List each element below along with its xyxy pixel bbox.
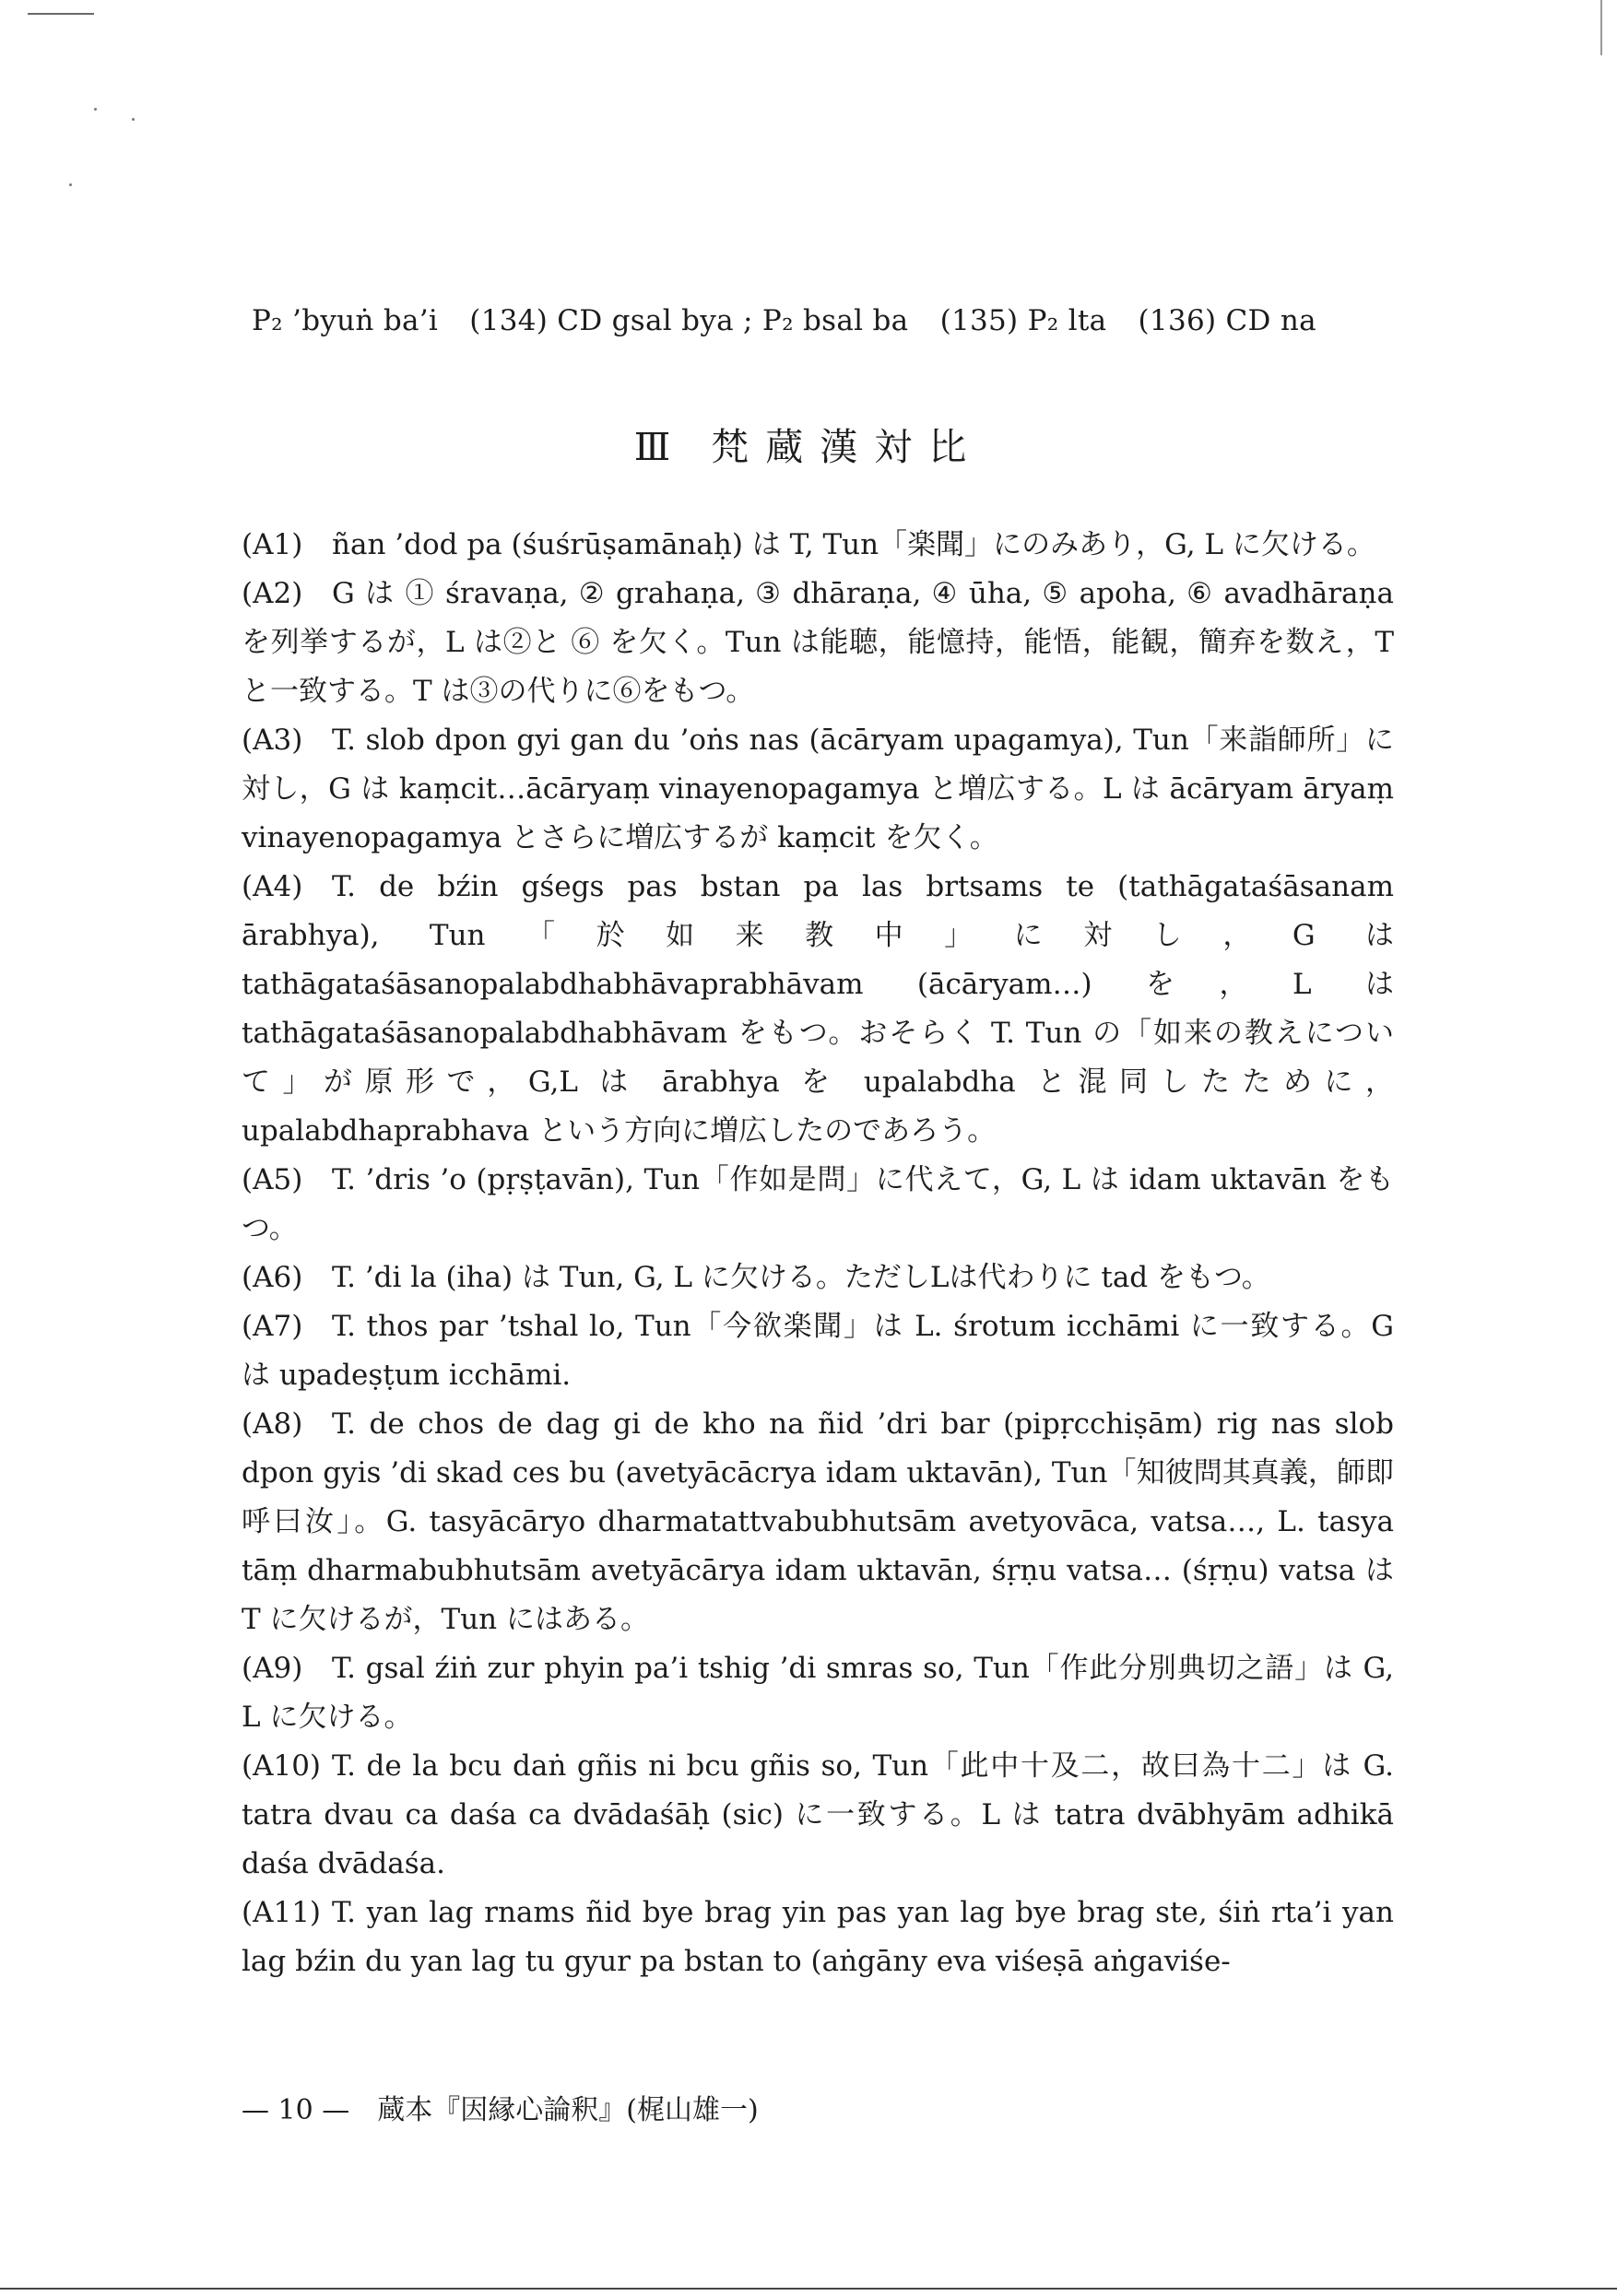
section-numeral: Ⅲ	[633, 425, 688, 469]
entry-a8	[242, 1400, 1394, 1644]
entry-a1	[242, 521, 1394, 570]
entry-a5	[242, 1156, 1394, 1254]
entry-a10	[242, 1742, 1394, 1889]
scan-artifact-mark	[28, 13, 94, 15]
scan-artifact-bottom-line	[0, 2288, 1617, 2290]
entry-label: (A5)	[242, 1163, 303, 1196]
footnote-item: P₂ ’byuṅ ba’i	[252, 304, 439, 337]
entry-text: G は ① śravaṇa, ② grahaṇa, ③ dhāraṇa, ④ ūha, ⑤ apoha, ⑥ avadhāraṇa を列挙するが，L は②と ⑥ を欠く。Tun は能聴，能憶持，能悟，能観，簡弃を数え，T と一致する。T は③の代りに⑥をもつ。	[242, 577, 1394, 708]
entry-a4	[242, 863, 1394, 1156]
footnote-item: (135) P₂ lta	[939, 304, 1107, 337]
entry-label: (A4)	[242, 870, 303, 903]
scan-speck	[69, 183, 72, 186]
entry-a9	[242, 1644, 1394, 1742]
entry-label: (A2)	[242, 577, 303, 610]
entry-text: T. ’di la (iha) は Tun, G, L に欠ける。ただしLは代わりに tad をもつ。	[332, 1261, 1270, 1294]
entry-label: (A11)	[242, 1896, 322, 1929]
footnote-item: (134) CD gsal bya ; P₂ bsal ba	[469, 304, 909, 337]
entry-label: (A7)	[242, 1310, 303, 1343]
page-number: — 10 —	[242, 2094, 350, 2126]
running-citation: 蔵本『因縁心論釈』(梶山雄一)	[377, 2094, 759, 2126]
page-footer	[242, 2087, 1348, 2127]
section-title-text: 梵蔵漢対比	[711, 425, 984, 469]
scan-artifact-edge	[1600, 0, 1602, 55]
entry-label: (A10)	[242, 1749, 322, 1783]
entry-label: (A1)	[242, 528, 303, 561]
entry-a7	[242, 1302, 1394, 1400]
entry-label: (A6)	[242, 1261, 303, 1294]
entry-text: T. slob dpon gyi gan du ’oṅs nas (ācāryam upagamya), Tun「来詣師所」に対し，G は kaṃcit…ācāryaṃ vinayenopagamya と増広する。L は ācāryam āryaṃ vinayenopagamya とさらに増広するが kaṃcit を欠く。	[242, 724, 1394, 854]
entry-a2	[242, 570, 1394, 716]
entry-text: T. ’dris ’o (pṛṣṭavān), Tun「作如是問」に代えて，G, L は idam uktavān をもつ。	[242, 1163, 1394, 1245]
entry-label: (A9)	[242, 1652, 303, 1685]
entry-a11	[242, 1889, 1394, 1986]
entry-text: T. thos par ’tshal lo, Tun「今欲楽聞」は L. śrotum icchāmi に一致する。G は upadeṣṭum icchāmi.	[242, 1310, 1394, 1392]
section-heading	[0, 417, 1617, 471]
entry-label: (A8)	[242, 1407, 303, 1441]
entry-a3	[242, 716, 1394, 863]
entry-text: ñan ’dod pa (śuśrūṣamānaḥ) は T, Tun「楽聞」にのみあり，G, L に欠ける。	[332, 528, 1375, 561]
footnote-line	[252, 304, 1487, 337]
entry-a6	[242, 1254, 1394, 1302]
entry-text: T. de bźin gśegs pas bstan pa las brtsams te (tathāgataśāsanam ārabhya), Tun「於如来教中」に対し，G は tathāgataśāsanopalabdhabhāvaprabhāvam (ācāryam…) を，L は tathāgataśāsanopalabdhabhāvam をもつ。おそらく T. Tun の「如来の教えについて」が原形で，G,L は ārabhya を upalabdha と混同したために， upalabdhaprabhava という方向に増広したのであろう。	[242, 870, 1394, 1148]
entry-text: T. de chos de dag gi de kho na ñid ’dri bar (pipṛcchiṣām) rig nas slob dpon gyis ’di skad ces bu (avetyācācrya idam uktavān), Tun「知彼問其真義，師即呼曰汝」。G. tasyācāryo dharmatattvabubhutsām avetyovāca, vatsa…, L. tasya tāṃ dharmabubhutsām avetyācārya idam uktavān, śṛṇu vatsa… (śṛṇu) vatsa は T に欠けるが，Tun にはある。	[242, 1407, 1394, 1636]
entry-text: T. de la bcu daṅ gñis ni bcu gñis so, Tun「此中十及二，故曰為十二」は G. tatra dvau ca daśa ca dvādaśāḥ (sic) に一致する。L は tatra dvābhyām adhikā daśa dvādaśa.	[242, 1749, 1394, 1880]
comparison-entries	[242, 521, 1394, 1986]
entry-text: T. yan lag rnams ñid bye brag yin pas yan lag bye brag ste, śiṅ rta’i yan lag bźin du yan lag tu gyur pa bstan to (aṅgāny eva viśeṣā aṅgaviśe-	[242, 1896, 1394, 1978]
entry-label: (A3)	[242, 724, 303, 757]
scan-speck	[94, 108, 97, 111]
footnote-item: (136) CD na	[1138, 304, 1316, 337]
scan-speck	[132, 118, 135, 121]
entry-text: T. gsal źiṅ zur phyin pa’i tshig ’di smras so, Tun「作此分別典切之語」は G, L に欠ける。	[242, 1652, 1394, 1734]
